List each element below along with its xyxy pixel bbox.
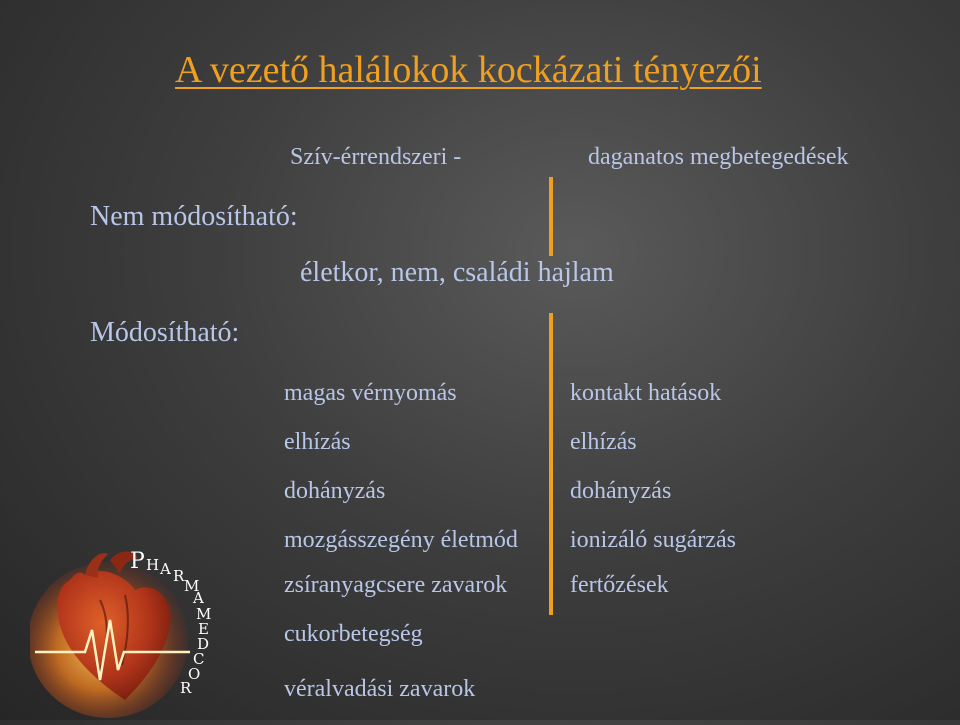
svg-text:C: C (193, 650, 205, 668)
divider-bottom (549, 313, 553, 615)
cancer-header: daganatos megbetegedések (588, 144, 849, 170)
svg-text:A: A (193, 589, 204, 607)
slide-title: A vezető halálokok kockázati tényezői (175, 49, 762, 91)
cancer-factor-contact: kontakt hatások (570, 380, 722, 406)
svg-text:P: P (130, 549, 145, 574)
modifiable-label: Módosítható: (90, 317, 240, 348)
svg-text:D: D (197, 635, 210, 653)
svg-text:H: H (146, 556, 160, 574)
cardio-factor-smoking: dohányzás (284, 478, 386, 504)
cardio-factor-sedentary: mozgásszegény életmód (284, 527, 518, 553)
non-modifiable-label: Nem módosítható: (90, 201, 298, 232)
cardio-header: Szív-érrendszeri - (290, 144, 462, 170)
cancer-factor-smoking: dohányzás (570, 478, 672, 504)
cancer-factor-radiation: ionizáló sugárzás (570, 527, 736, 553)
cardio-factor-obesity: elhízás (284, 429, 351, 455)
heart-logo-icon (30, 540, 220, 720)
svg-text:M: M (184, 577, 200, 595)
svg-text:A: A (160, 560, 171, 578)
cardio-factor-lipid: zsíranyagcsere zavarok (284, 572, 508, 598)
svg-text:O: O (188, 665, 201, 683)
svg-text:R: R (173, 567, 185, 585)
svg-text:E: E (198, 620, 209, 638)
cardio-factor-coagulation: véralvadási zavarok (284, 676, 476, 702)
cardio-factor-blood-pressure: magas vérnyomás (284, 380, 457, 406)
cardio-factor-diabetes: cukorbetegség (284, 621, 423, 647)
svg-text:R: R (180, 679, 192, 697)
pharmamedcor-logo (30, 540, 220, 720)
non-modifiable-factors: életkor, nem, családi hajlam (300, 257, 614, 288)
cancer-factor-infection: fertőzések (570, 572, 669, 598)
svg-text:M: M (196, 605, 212, 623)
cancer-factor-obesity: elhízás (570, 429, 637, 455)
divider-top (549, 177, 553, 256)
